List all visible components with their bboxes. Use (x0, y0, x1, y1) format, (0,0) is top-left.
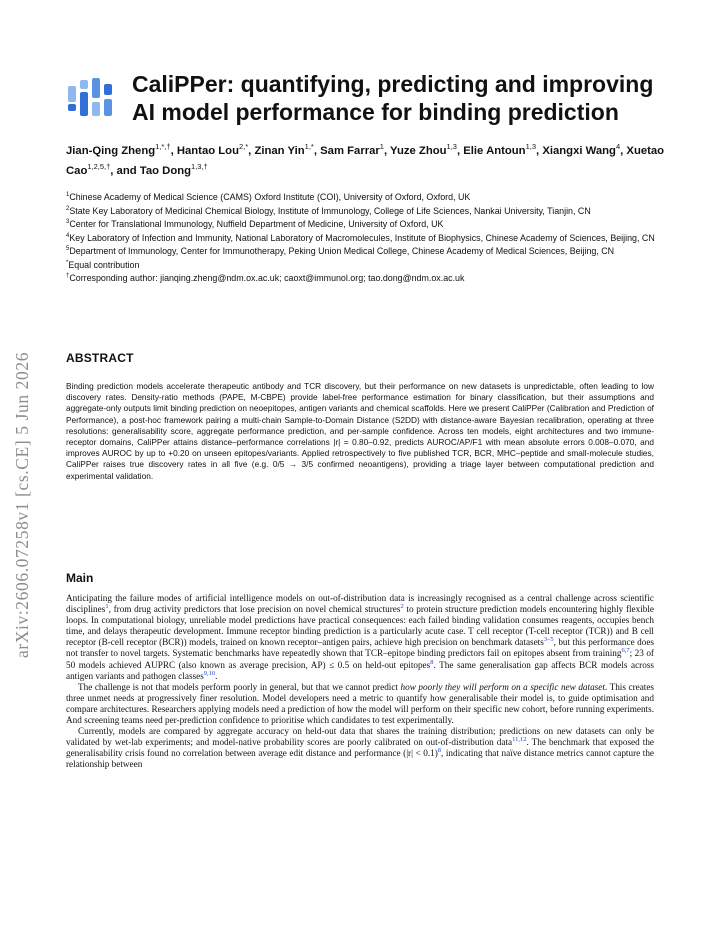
body-text: . The same generalisation gap affects BCR models across antigen variants and pathogen classes (66, 659, 654, 681)
body-text: The challenge is not that models perform poorly in general, but that we cannot predict (78, 681, 401, 692)
author-separator: , (313, 144, 321, 157)
author-name: Sam Farrar (320, 144, 380, 157)
author-separator: , and (110, 164, 140, 177)
author-affiliation-marks: 1,3,† (191, 161, 208, 171)
affiliation-mark: 1 (66, 192, 70, 198)
emphasized-text: how poorly they will perform on a specific new dataset (400, 681, 605, 692)
affiliation-text: Key Laboratory of Infection and Immunity, National Laboratory of Macromolecules, Institute of Biophysics, Chinese Academy of Sciences, Beijing, CN (69, 232, 655, 243)
body-text: . (215, 670, 218, 681)
author-name: Jian-Qing Zheng (66, 144, 156, 157)
affiliation-item (66, 217, 666, 231)
body-text: , from drug activity predictors that lose precision on novel chemical structures (108, 604, 401, 615)
affiliation-item (66, 231, 666, 245)
affiliation-item (66, 271, 666, 285)
author-separator: , (456, 144, 464, 157)
author-affiliation-marks: 1 (379, 142, 384, 151)
author-name: Hantao Lou (176, 144, 239, 157)
abstract-text: Binding prediction models accelerate therapeutic antibody and TCR discovery, but their performance on new datasets is unpredictable, often leading to low discovery rates. Density-ratio methods (PAPE, M-CBPE) provide label-free performance estimation for binary classification, but their assumptions and aggregate-only outputs limit binding prediction on neoepitopes, antigen variants and chemical scaffolds. Here we present CaliPPer (Calibration and Prediction of Performance), a post-hoc framework pairing a multi-chain Sample-to-Domain Distance (S2DD) with distance-aware Bayesian recalibration, operating at three resolutions: generalisability score, aggregate performance prediction, and per-sample confidence. Across ten models, eight architectures and two immune-receptor domains, CaliPPer attains distance–performance correlations |r| = 0.80–0.92, predicts AUROC/AP/F1 with mean absolute errors 0.008–0.070, and improves AUROC by up to +0.20 on unseen epitopes/variants. Applied retrospectively to five published TCR, BCR, MHC–peptide and small-molecule studies, CaliPPer raises true discovery rates in all five (e.g. 0/5 → 3/5 confirmed neoantigens), providing a triage layer between computational prediction and experimental validation. (66, 381, 654, 481)
citation-link[interactable]: 9,10 (203, 669, 216, 677)
affiliation-item (66, 258, 666, 272)
body-text: ; 23 of 50 models achieved AUPRC (also known as average precision, AP) ≤ 0.5 on held-out epitopes (66, 648, 654, 670)
main-section-body (66, 593, 654, 771)
author-affiliation-marks: 2,* (238, 142, 249, 151)
affiliation-list (66, 190, 666, 285)
affiliation-mark: 4 (66, 232, 70, 239)
title-line-2: AI model performance for binding prediction (132, 99, 619, 125)
author-separator: , (383, 144, 391, 157)
affiliation-item (66, 204, 666, 218)
main-paragraph-3 (66, 726, 654, 770)
citation-link[interactable]: 6,7 (621, 647, 630, 655)
paper-title (132, 70, 692, 126)
body-text: Anticipating the failure modes of artificial intelligence models on out-of-distribution data is increasingly recognised as a central challenge across scientific disciplines (66, 593, 654, 615)
citation-link[interactable]: 2 (400, 603, 404, 611)
author-name: Xiangxi Wang (542, 144, 616, 157)
citation-link[interactable]: 11,12 (512, 736, 527, 744)
affiliation-text: Corresponding author: jianqing.zheng@ndm.ox.ac.uk; caoxt@immunol.org; tao.dong@ndm.ox.ac.uk (69, 273, 465, 284)
author-separator: , (620, 144, 627, 157)
author-list (66, 139, 666, 179)
author-separator: , (248, 144, 255, 157)
author-name: Elie Antoun (463, 144, 526, 157)
main-paragraph-2 (66, 682, 654, 726)
calipper-logo-icon (66, 76, 124, 118)
title-line-1: CaliPPer: quantifying, predicting and improving (132, 71, 654, 97)
abstract-heading: ABSTRACT (66, 351, 134, 365)
citation-link[interactable]: 1 (105, 603, 109, 611)
body-text: , indicating that naïve distance metrics cannot capture the relationship between (66, 748, 654, 770)
author-name: Zinan Yin (254, 144, 305, 157)
body-text: to protein structure prediction models encountering highly flexible loops. In computational biology, unreliable model predictions have practical consequences: each failed binding validation consumes reagents, occupies bench time, and delays therapeutic development. Immune receptor binding prediction is a particularly acute case. T cell receptor (T-cell receptor (TCR)) and B cell receptor (B-cell receptor (BCR)) models, trained on known receptor–antigen pairs, achieve high precision on benchmark datasets (66, 604, 654, 648)
author-separator: , (536, 144, 543, 157)
body-text: Currently, models are compared by aggregate accuracy on held-out data that shares the training distribution; predictions on new datasets can only be validated by wet-lab experiments; and model-native probability scores are poorly calibrated on out-of-distribution data (66, 726, 654, 748)
affiliation-text: Chinese Academy of Medical Science (CAMS) Oxford Institute (COI), University of Oxford, Oxford, UK (69, 191, 471, 202)
author-name: Xuetao Cao (66, 144, 665, 177)
author-affiliation-marks: 1,*,† (155, 142, 171, 151)
citation-link[interactable]: 8 (437, 747, 442, 755)
affiliation-item (66, 190, 666, 204)
affiliation-text: State Key Laboratory of Medicinal Chemical Biology, Institute of Immunology, College of Life Sciences, Nankai University, Tianjin, CN (69, 205, 591, 216)
body-text: , but this performance does not transfer to novel targets. Systematic benchmarks have repeatedly shown that TCR–epitope binding predictors fail on epitopes absent from training (66, 637, 654, 659)
main-paragraph-1 (66, 593, 654, 682)
author-affiliation-marks: 1,3 (446, 142, 457, 151)
main-section-heading: Main (66, 571, 94, 585)
author-affiliation-marks: 1,* (304, 142, 314, 151)
author-separator: , (170, 144, 177, 157)
body-text: . The benchmark that exposed the generalisability crisis found no correlation between average edit distance and performance (|r| < 0.1) (66, 737, 654, 759)
affiliation-mark: 5 (66, 246, 70, 253)
affiliation-text: Equal contribution (68, 259, 140, 270)
citation-link[interactable]: 3–5 (543, 636, 554, 644)
author-affiliation-marks: 1,2,5,† (87, 161, 111, 171)
author-affiliation-marks: 4 (615, 142, 621, 151)
citation-link[interactable]: 8 (430, 658, 434, 666)
affiliation-mark: * (66, 259, 69, 266)
affiliation-text: Department of Immunology, Center for Immunotherapy, Peking Union Medical College, Chinese Academy of Medical Sciences, Beijing, CN (69, 246, 615, 257)
affiliation-item (66, 244, 666, 258)
body-text: . This creates three unmet needs at progressively finer resolution. Model developers need a metric to quantify how generalisable their model is, to guide optimisation and compare architectures. Researchers applying models need a prediction of how the model will perform on their specific new cohort, before running experiments. And screening teams need per-prediction confidence to prioritise which candidates to test experimentally. (66, 681, 654, 726)
affiliation-mark: † (66, 273, 70, 280)
arxiv-identifier: arXiv:2606.07258v1 [cs.CE] 5 Jun 2026 (12, 351, 32, 658)
author-name: Yuze Zhou (390, 144, 447, 157)
affiliation-text: Center for Translational Immunology, Nuffield Department of Medicine, University of Oxford, UK (69, 219, 444, 230)
affiliation-mark: 3 (66, 219, 70, 226)
author-name: Tao Dong (139, 164, 192, 177)
affiliation-mark: 2 (66, 205, 70, 212)
author-affiliation-marks: 1,3 (525, 142, 537, 151)
